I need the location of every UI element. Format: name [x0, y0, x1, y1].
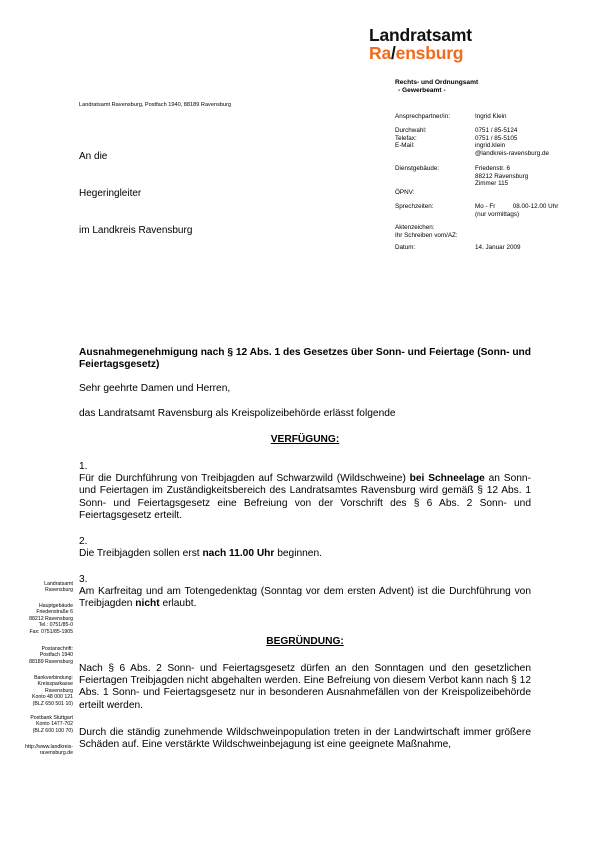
contact-label: Dienstgebäude: — [395, 165, 440, 172]
sidebar-line: 88212 Ravensburg — [29, 615, 73, 622]
item-number: 2. — [79, 536, 88, 547]
item-number: 1. — [79, 461, 88, 472]
sidebar-line: Bankverbindung: — [34, 675, 73, 681]
item-text-bold: nach 11.00 Uhr — [202, 548, 275, 560]
salutation: Sehr geehrte Damen und Herren, — [79, 383, 231, 394]
logo-ra: Ra — [369, 43, 391, 63]
item-2 — [79, 536, 531, 560]
intro-text: das Landratsamt Ravensburg als Kreispolizeibehörde erlässt folgende — [79, 408, 396, 419]
logo-line-2 — [369, 44, 509, 62]
contact-value: Zimmer 115 — [475, 180, 509, 187]
contact-label: ÖPNV: — [395, 189, 415, 196]
contact-label: Sprechzeiten: — [395, 203, 434, 210]
heading-verfuegung: VERFÜGUNG: — [270, 434, 340, 445]
item-text-part: erlaubt. — [159, 598, 197, 610]
item-text — [79, 473, 531, 522]
sidebar-line: ravensburg.de — [39, 750, 73, 757]
address-line-2: Hegeringleiter — [79, 188, 142, 199]
heading-begruendung: BEGRÜNDUNG: — [266, 636, 344, 647]
sidebar-line: Konto 1477-702 — [36, 721, 73, 728]
sidebar-line: 88189 Ravensburg — [29, 658, 73, 665]
address-line-1: An die — [79, 151, 108, 162]
item-1 — [79, 461, 531, 522]
contact-label: Ansprechpartner/in: — [395, 113, 450, 120]
item-text-part: an Sonn- und Feiertagen im Zuständigkeitsbereich des Landratsamtes Ravensburg wird gemäß § 12 Abs. 1 Sonn- und Feiertagsgesetz eine Befreiung von der Vorschrift des § 6 Abs. 2 Sonn- und Feiertagsgesetz erteilt. — [79, 473, 531, 521]
sidebar-line: Ravensburg — [45, 587, 73, 594]
sidebar-line: (BLZ 650 501 10) — [32, 700, 73, 707]
item-text-part: beginnen. — [274, 548, 322, 560]
contact-value: 0751 / 85-5124 — [475, 127, 518, 134]
sidebar-authority — [0, 581, 73, 594]
sidebar-bank — [0, 675, 73, 707]
item-text-part: Für die Durchführung von Treibjagden auf Schwarzwild (Wildschweine) — [79, 473, 410, 485]
sidebar-line: Hauptgebäude — [38, 603, 73, 609]
contact-label: Datum: — [395, 244, 416, 251]
item-text — [79, 586, 531, 610]
contact-label: Telefax: — [395, 134, 417, 142]
logo-ensburg: ensburg — [395, 43, 464, 63]
contact-value: (nur vormittags) — [475, 210, 520, 218]
sidebar-line: Landratsamt — [44, 581, 73, 587]
sidebar-line: Tel.: 0751/85-0 — [38, 622, 73, 629]
contact-value: Mo - Fr 08.00-12.00 Uhr — [475, 203, 559, 210]
sidebar-postbank — [0, 715, 73, 734]
contact-value: ingrid.klein — [475, 142, 506, 149]
sidebar-postal — [0, 646, 73, 665]
address-line-3: im Landkreis Ravensburg — [79, 225, 193, 236]
sidebar-line: Konto 48 000 121 — [32, 694, 73, 701]
contact-value: Ingrid Klein — [475, 113, 507, 120]
item-3 — [79, 574, 531, 611]
contact-label: Aktenzeichen: — [395, 224, 435, 231]
reason-paragraph-1: Nach § 6 Abs. 2 Sonn- und Feiertagsgesetz dürfen an den Sonntagen und den gesetzlichen Feiertagen Treibjagden nicht abgehalten werden. Eine Befreiung von diesem Verbot kann nach § 12 Abs. 1 Sonn- und Feiertagsgesetz nur in besonderen Ausnahmefällen von der Kreispolizeibehörde erteilt werden. — [79, 663, 531, 711]
sidebar-main-building — [0, 603, 73, 635]
sidebar-line: Kreissparkasse — [37, 681, 73, 688]
department-sub: - Gewerbeamt - — [398, 87, 446, 94]
item-text-part: Am Karfreitag und am Totengedenktag (Sonntag vor dem ersten Advent) ist die Durchführung von Treibjagden — [79, 586, 531, 610]
logo-slash: / — [390, 43, 396, 63]
sidebar-line: (BLZ 600 100 70) — [32, 727, 73, 734]
item-text-bold: bei Schneelage — [409, 473, 485, 485]
department-name: Rechts- und Ordnungsamt — [395, 79, 479, 86]
landratsamt-logo — [369, 26, 509, 62]
sidebar-line: Fax: 0751/85-1905 — [29, 628, 73, 635]
date-value: 14. Januar 2009 — [475, 244, 521, 251]
sidebar-line: Postbank Stuttgart — [30, 715, 73, 721]
sidebar-line: Ravensburg — [45, 687, 73, 694]
logo-line-1: Landratsamt — [369, 25, 472, 45]
sidebar-website — [0, 744, 73, 757]
subject-line: Ausnahmegenehmigung nach § 12 Abs. 1 des Gesetzes über Sonn- und Feiertage (Sonn- und Feiertagsgesetz) — [79, 347, 531, 371]
contact-label: E-Mail: — [395, 142, 415, 149]
contact-value: @landkreis-ravensburg.de — [475, 149, 549, 157]
contact-label: Ihr Schreiben vom/AZ: — [395, 231, 458, 239]
contact-label: Durchwahl: — [395, 127, 427, 134]
item-text — [79, 548, 531, 560]
department — [395, 79, 478, 95]
sidebar-line: http://www.landkreis- — [25, 744, 73, 750]
item-text-bold: nicht — [135, 598, 160, 610]
sidebar-line: Postanschrift: — [41, 646, 73, 652]
reason-paragraph-2: Durch die ständig zunehmende Wildschweinpopulation treten in der Landwirtschaft immer größere Schäden auf. Eine verstärkte Wildschweinbejagung ist eine geeignete Maßnahme, — [79, 727, 531, 751]
sidebar-line: Postfach 1940 — [39, 652, 73, 659]
sender-return-address: Landratsamt Ravensburg, Postfach 1940, 88189 Ravensburg — [79, 102, 232, 108]
item-text-part: Die Treibjagden sollen erst — [79, 548, 203, 560]
sidebar-line: Friedenstraße 6 — [36, 609, 73, 616]
contact-value: Friedenstr. 6 — [475, 165, 510, 172]
contact-value: 0751 / 85-5105 — [475, 134, 518, 142]
item-number: 3. — [79, 574, 88, 585]
contact-value: 88212 Ravensburg — [475, 172, 529, 180]
